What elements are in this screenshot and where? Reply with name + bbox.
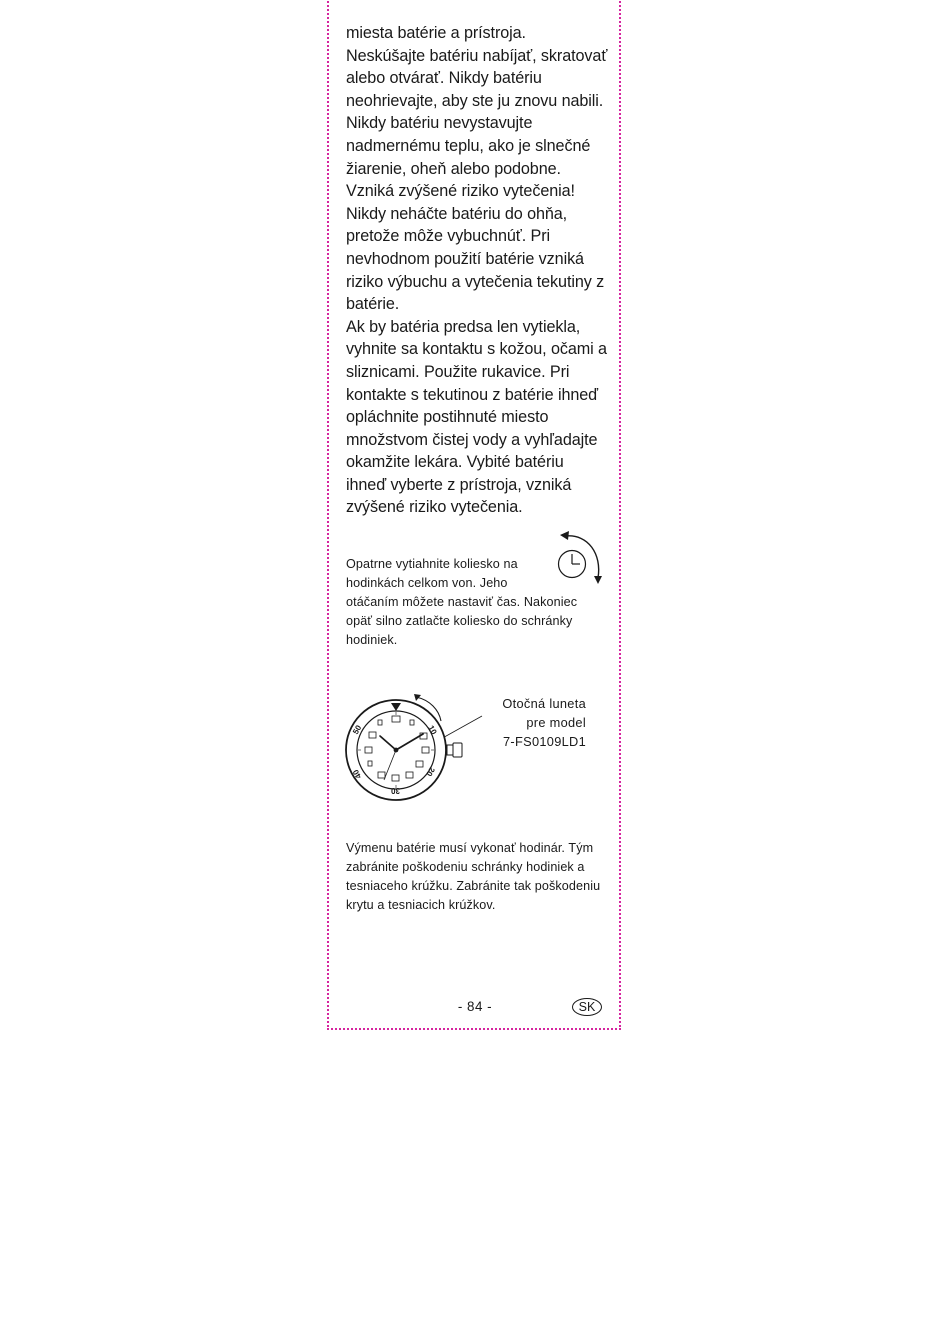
bezel-label-model: 7-FS0109LD1 — [503, 734, 586, 749]
main-text-block — [346, 22, 608, 519]
bezel-label — [480, 694, 586, 751]
bezel-label-line-1: Otočná luneta — [502, 696, 586, 711]
bezel-mark-30: 30 — [391, 786, 400, 795]
bezel-mark-10: 10 — [426, 723, 439, 737]
bezel-label-line-2: pre model — [526, 715, 586, 730]
battery-replacement-note: Výmenu batérie musí vykonať hodinár. Tým zabránite poškodeniu schránky hodiniek a tesniaceho krúžku. Zabránite tak poškodeniu krytu a tesniacich krúžkov. — [346, 841, 601, 912]
main-paragraph-1: miesta batérie a prístroja. Neskúšajte batériu nabíjať, skratovať alebo otvárať. Nikdy batériu neohrievajte, aby ste ju znovu nabili. Nikdy batériu nevystavujte nadmernému teplu, ako je slnečné žiarenie, oheň alebo podobne. Vzniká zvýšené riziko vytečenia! Nikdy neháčte batériu do ohňa, pretože môže vybuchnúť. Pri nevhodnom použití batérie vzniká riziko výbuchu a vytečenia tekutiny z batérie. — [346, 24, 608, 314]
watch-with-rotating-bezel-icon — [338, 688, 498, 808]
crown-instruction-rest: otáčaním môžete nastaviť čas. Nakoniec opäť silno zatlačte koliesko do schránky hodiniek. — [346, 595, 578, 647]
bezel-mark-20: 20 — [424, 765, 437, 778]
main-paragraph-2: Ak by batéria predsa len vytiekla, vyhnite sa kontaktu s kožou, očami a sliznicami. Použite rukavice. Pri kontakte s tekutinou z batérie ihneď opláchnite postihnuté miesto množstvom čistej vody a vyhľadajte okamžite lekára. Vybité batériu ihneď vyberte z prístroja, vzniká zvýšené riziko vytečenia. — [346, 317, 607, 517]
crown-instruction-line-1: Opatrne vytiahnite koliesko na — [346, 557, 518, 571]
crown-instruction-line-2: hodinkách celkom von. Jeho — [346, 576, 508, 590]
clock-with-rotation-arrow-icon — [550, 526, 608, 588]
bezel-mark-40: 40 — [351, 767, 364, 781]
page-number: - 84 - — [457, 999, 493, 1014]
bezel-mark-50: 50 — [351, 723, 364, 736]
language-badge: SK — [572, 998, 602, 1016]
